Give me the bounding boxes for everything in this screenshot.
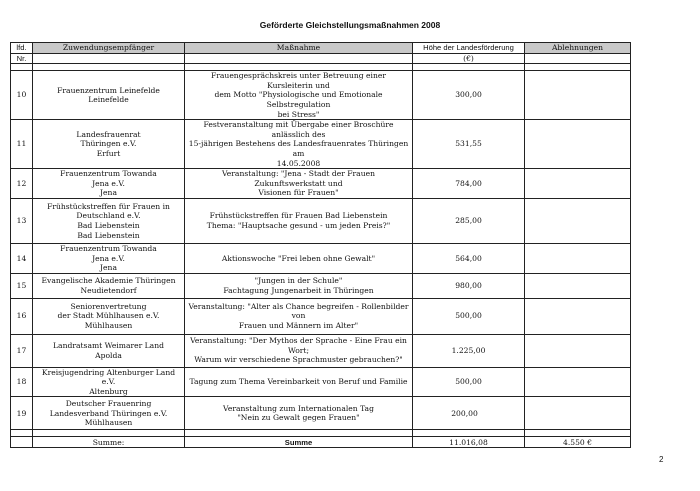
empfaenger-line: Jena e.V. xyxy=(92,253,125,263)
empfaenger-line: Mühlhausen xyxy=(84,320,133,330)
header-empfaenger: Zuwendungsempfänger xyxy=(33,43,185,54)
table-row xyxy=(11,334,631,367)
row-empfaenger xyxy=(33,71,185,120)
row-massnahme xyxy=(185,298,413,334)
empfaenger-line: Seniorenvertretung xyxy=(70,301,147,311)
empfaenger-line: Landesverband Thüringen e.V. xyxy=(49,408,168,418)
empfaenger-line: Jena xyxy=(100,263,117,273)
row-number: 13 xyxy=(11,198,33,243)
row-number: 15 xyxy=(11,273,33,298)
summary-row xyxy=(11,437,631,448)
empfaenger-line: Neudietendorf xyxy=(80,285,137,295)
row-empfaenger xyxy=(33,273,185,298)
row-empfaenger xyxy=(33,198,185,243)
header-row-2 xyxy=(11,53,631,64)
header-massnahme-blank xyxy=(185,53,413,64)
row-ablehnung xyxy=(525,273,631,298)
row-ablehnung xyxy=(525,367,631,397)
page-number: 2 xyxy=(659,455,664,464)
header-nr: Nr. xyxy=(11,53,33,64)
spacer-cell xyxy=(11,430,33,437)
empfaenger-line: Frauenzentrum Towanda xyxy=(60,243,157,253)
row-massnahme xyxy=(185,273,413,298)
empfaenger-line: Jena xyxy=(100,188,117,198)
massnahme-line: 14.05.2008 xyxy=(276,158,321,168)
row-ablehnung xyxy=(525,397,631,430)
row-betrag: 531,55 xyxy=(413,120,525,169)
row-number: 16 xyxy=(11,298,33,334)
row-massnahme xyxy=(185,120,413,169)
row-ablehnung xyxy=(525,334,631,367)
summary-label-left: Summe: xyxy=(33,437,185,448)
row-massnahme xyxy=(185,243,413,273)
row-ablehnung xyxy=(525,198,631,243)
empfaenger-line: Altenburg xyxy=(89,386,128,396)
spacer-cell xyxy=(413,430,525,437)
row-empfaenger xyxy=(33,169,185,199)
row-betrag: 300,00 xyxy=(413,71,525,120)
massnahme-line: bei Stress" xyxy=(277,109,320,119)
table-row xyxy=(11,298,631,334)
row-ablehnung xyxy=(525,243,631,273)
empfaenger-line: Jena e.V. xyxy=(92,178,125,188)
row-ablehnung xyxy=(525,298,631,334)
row-empfaenger xyxy=(33,243,185,273)
table-body xyxy=(11,71,631,430)
row-empfaenger xyxy=(33,397,185,430)
empfaenger-line: Kreisjugendring Altenburger Land e.V. xyxy=(41,367,176,387)
row-betrag: 285,00 xyxy=(413,198,525,243)
row-betrag: 500,00 xyxy=(413,367,525,397)
header-row xyxy=(11,43,631,54)
spacer-cell xyxy=(185,64,413,71)
spacer-cell xyxy=(525,64,631,71)
table-row xyxy=(11,397,631,430)
row-number: 14 xyxy=(11,243,33,273)
row-betrag: 200,00 xyxy=(413,397,525,430)
row-number: 18 xyxy=(11,367,33,397)
empfaenger-line: der Stadt Mühlhausen e.V. xyxy=(57,311,160,321)
massnahme-line: "Jungen in der Schule" xyxy=(254,276,343,286)
table-row xyxy=(11,273,631,298)
massnahme-line: dem Motto "Physiologische und Emotionale Selbstregulation xyxy=(214,90,383,109)
row-massnahme xyxy=(185,198,413,243)
header-massnahme: Maßnahme xyxy=(185,43,413,54)
spacer-cell xyxy=(11,64,33,71)
massnahme-line: 15-jährigen Bestehens des Landesfrauenrates Thüringen am xyxy=(188,139,409,158)
spacer-cell xyxy=(413,64,525,71)
table-row xyxy=(11,367,631,397)
row-number: 12 xyxy=(11,169,33,199)
row-betrag: 980,00 xyxy=(413,273,525,298)
row-betrag: 500,00 xyxy=(413,298,525,334)
table-row xyxy=(11,243,631,273)
row-massnahme xyxy=(185,367,413,397)
empfaenger-line: Landratsamt Weimarer Land xyxy=(53,341,164,351)
page-title: Geförderte Gleichstellungsmaßnahmen 2008 xyxy=(259,20,441,30)
empfaenger-line: Bad Liebenstein xyxy=(77,220,140,230)
empfaenger-line: Frauenzentrum Towanda xyxy=(60,169,157,179)
empfaenger-line: Deutschland e.V. xyxy=(76,211,141,221)
empfaenger-line: Erfurt xyxy=(96,148,121,158)
spacer-cell xyxy=(185,430,413,437)
row-massnahme xyxy=(185,169,413,199)
massnahme-line: Frauen und Männern im Alter" xyxy=(238,320,359,330)
row-empfaenger xyxy=(33,120,185,169)
spacer-cell xyxy=(525,430,631,437)
massnahme-line: Veranstaltung: "Jena - Stadt der Frauen Zukunftswerkstatt und xyxy=(222,169,375,188)
row-betrag: 564,00 xyxy=(413,243,525,273)
table-row xyxy=(11,198,631,243)
header-ablehnungen-blank xyxy=(525,53,631,64)
summary-nr-blank xyxy=(11,437,33,448)
empfaenger-line: Mühlhausen xyxy=(84,418,133,428)
massnahme-line: Festveranstaltung mit Übergabe einer Broschüre anlässlich des xyxy=(203,120,394,139)
row-massnahme xyxy=(185,334,413,367)
summary-total: 11.016,08 xyxy=(413,437,525,448)
funding-table xyxy=(10,42,631,448)
summary-label-mid: Summe xyxy=(185,437,413,448)
massnahme-line: Frauengesprächskreis unter Betreuung einer Kursleiterin und xyxy=(211,71,386,90)
row-number: 19 xyxy=(11,397,33,430)
spacer-cell xyxy=(33,430,185,437)
row-ablehnung xyxy=(525,71,631,120)
empfaenger-line: Frühstückstreffen für Frauen in xyxy=(47,201,170,211)
empfaenger-line: Apolda xyxy=(95,350,122,360)
header-ablehnungen: Ablehnungen xyxy=(525,43,631,54)
row-ablehnung xyxy=(525,120,631,169)
row-massnahme xyxy=(185,71,413,120)
spacer-cell xyxy=(33,64,185,71)
empfaenger-line: Frauenzentrum Leinefelde xyxy=(57,85,160,95)
row-empfaenger xyxy=(33,334,185,367)
massnahme-line: Fachtagung Jungenarbeit in Thüringen xyxy=(223,285,374,295)
table-row xyxy=(11,169,631,199)
massnahme-line: Warum wir verschiedene Sprachmuster gebrauchen?" xyxy=(194,355,403,365)
empfaenger-line: Landesfrauenrat xyxy=(76,129,141,139)
row-betrag: 1.225,00 xyxy=(413,334,525,367)
header-empfaenger-blank xyxy=(33,53,185,64)
row-number: 10 xyxy=(11,71,33,120)
header-unit: (€) xyxy=(413,53,525,64)
empfaenger-line: Evangelische Akademie Thüringen xyxy=(41,276,176,286)
row-empfaenger xyxy=(33,298,185,334)
row-empfaenger xyxy=(33,367,185,397)
row-number: 17 xyxy=(11,334,33,367)
spacer-row xyxy=(11,430,631,437)
massnahme-line: Visionen für Frauen" xyxy=(258,188,339,198)
empfaenger-line: Thüringen e.V. xyxy=(80,139,137,149)
row-massnahme xyxy=(185,397,413,430)
table-row xyxy=(11,120,631,169)
summary-ablehnungen-total: 4.550 € xyxy=(525,437,631,448)
row-number: 11 xyxy=(11,120,33,169)
massnahme-line: Veranstaltung: "Alter als Chance begreifen - Rollenbilder von xyxy=(188,301,409,321)
spacer-row xyxy=(11,64,631,71)
empfaenger-line: Leinefelde xyxy=(88,95,129,105)
massnahme-line: "Nein zu Gewalt gegen Frauen" xyxy=(237,413,360,423)
table-row xyxy=(11,71,631,120)
row-ablehnung xyxy=(525,169,631,199)
row-betrag: 784,00 xyxy=(413,169,525,199)
empfaenger-line: Deutscher Frauenring xyxy=(65,399,152,409)
massnahme-line: Frühstückstreffen für Frauen Bad Liebenstein xyxy=(209,211,388,221)
massnahme-line: Tagung zum Thema Vereinbarkeit von Beruf und Familie xyxy=(189,377,408,387)
massnahme-line: Thema: "Hauptsache gesund - um jeden Preis?" xyxy=(206,220,391,230)
empfaenger-line: Bad Liebenstein xyxy=(77,230,140,240)
header-foerderung: Höhe der Landesförderung xyxy=(413,43,525,54)
header-lfd-nr: lfd. xyxy=(11,43,33,54)
massnahme-line: Aktionswoche "Frei leben ohne Gewalt" xyxy=(221,253,376,263)
massnahme-line: Veranstaltung: "Der Mythos der Sprache - Eine Frau ein Wort; xyxy=(190,336,407,355)
massnahme-line: Veranstaltung zum Internationalen Tag xyxy=(223,403,374,413)
